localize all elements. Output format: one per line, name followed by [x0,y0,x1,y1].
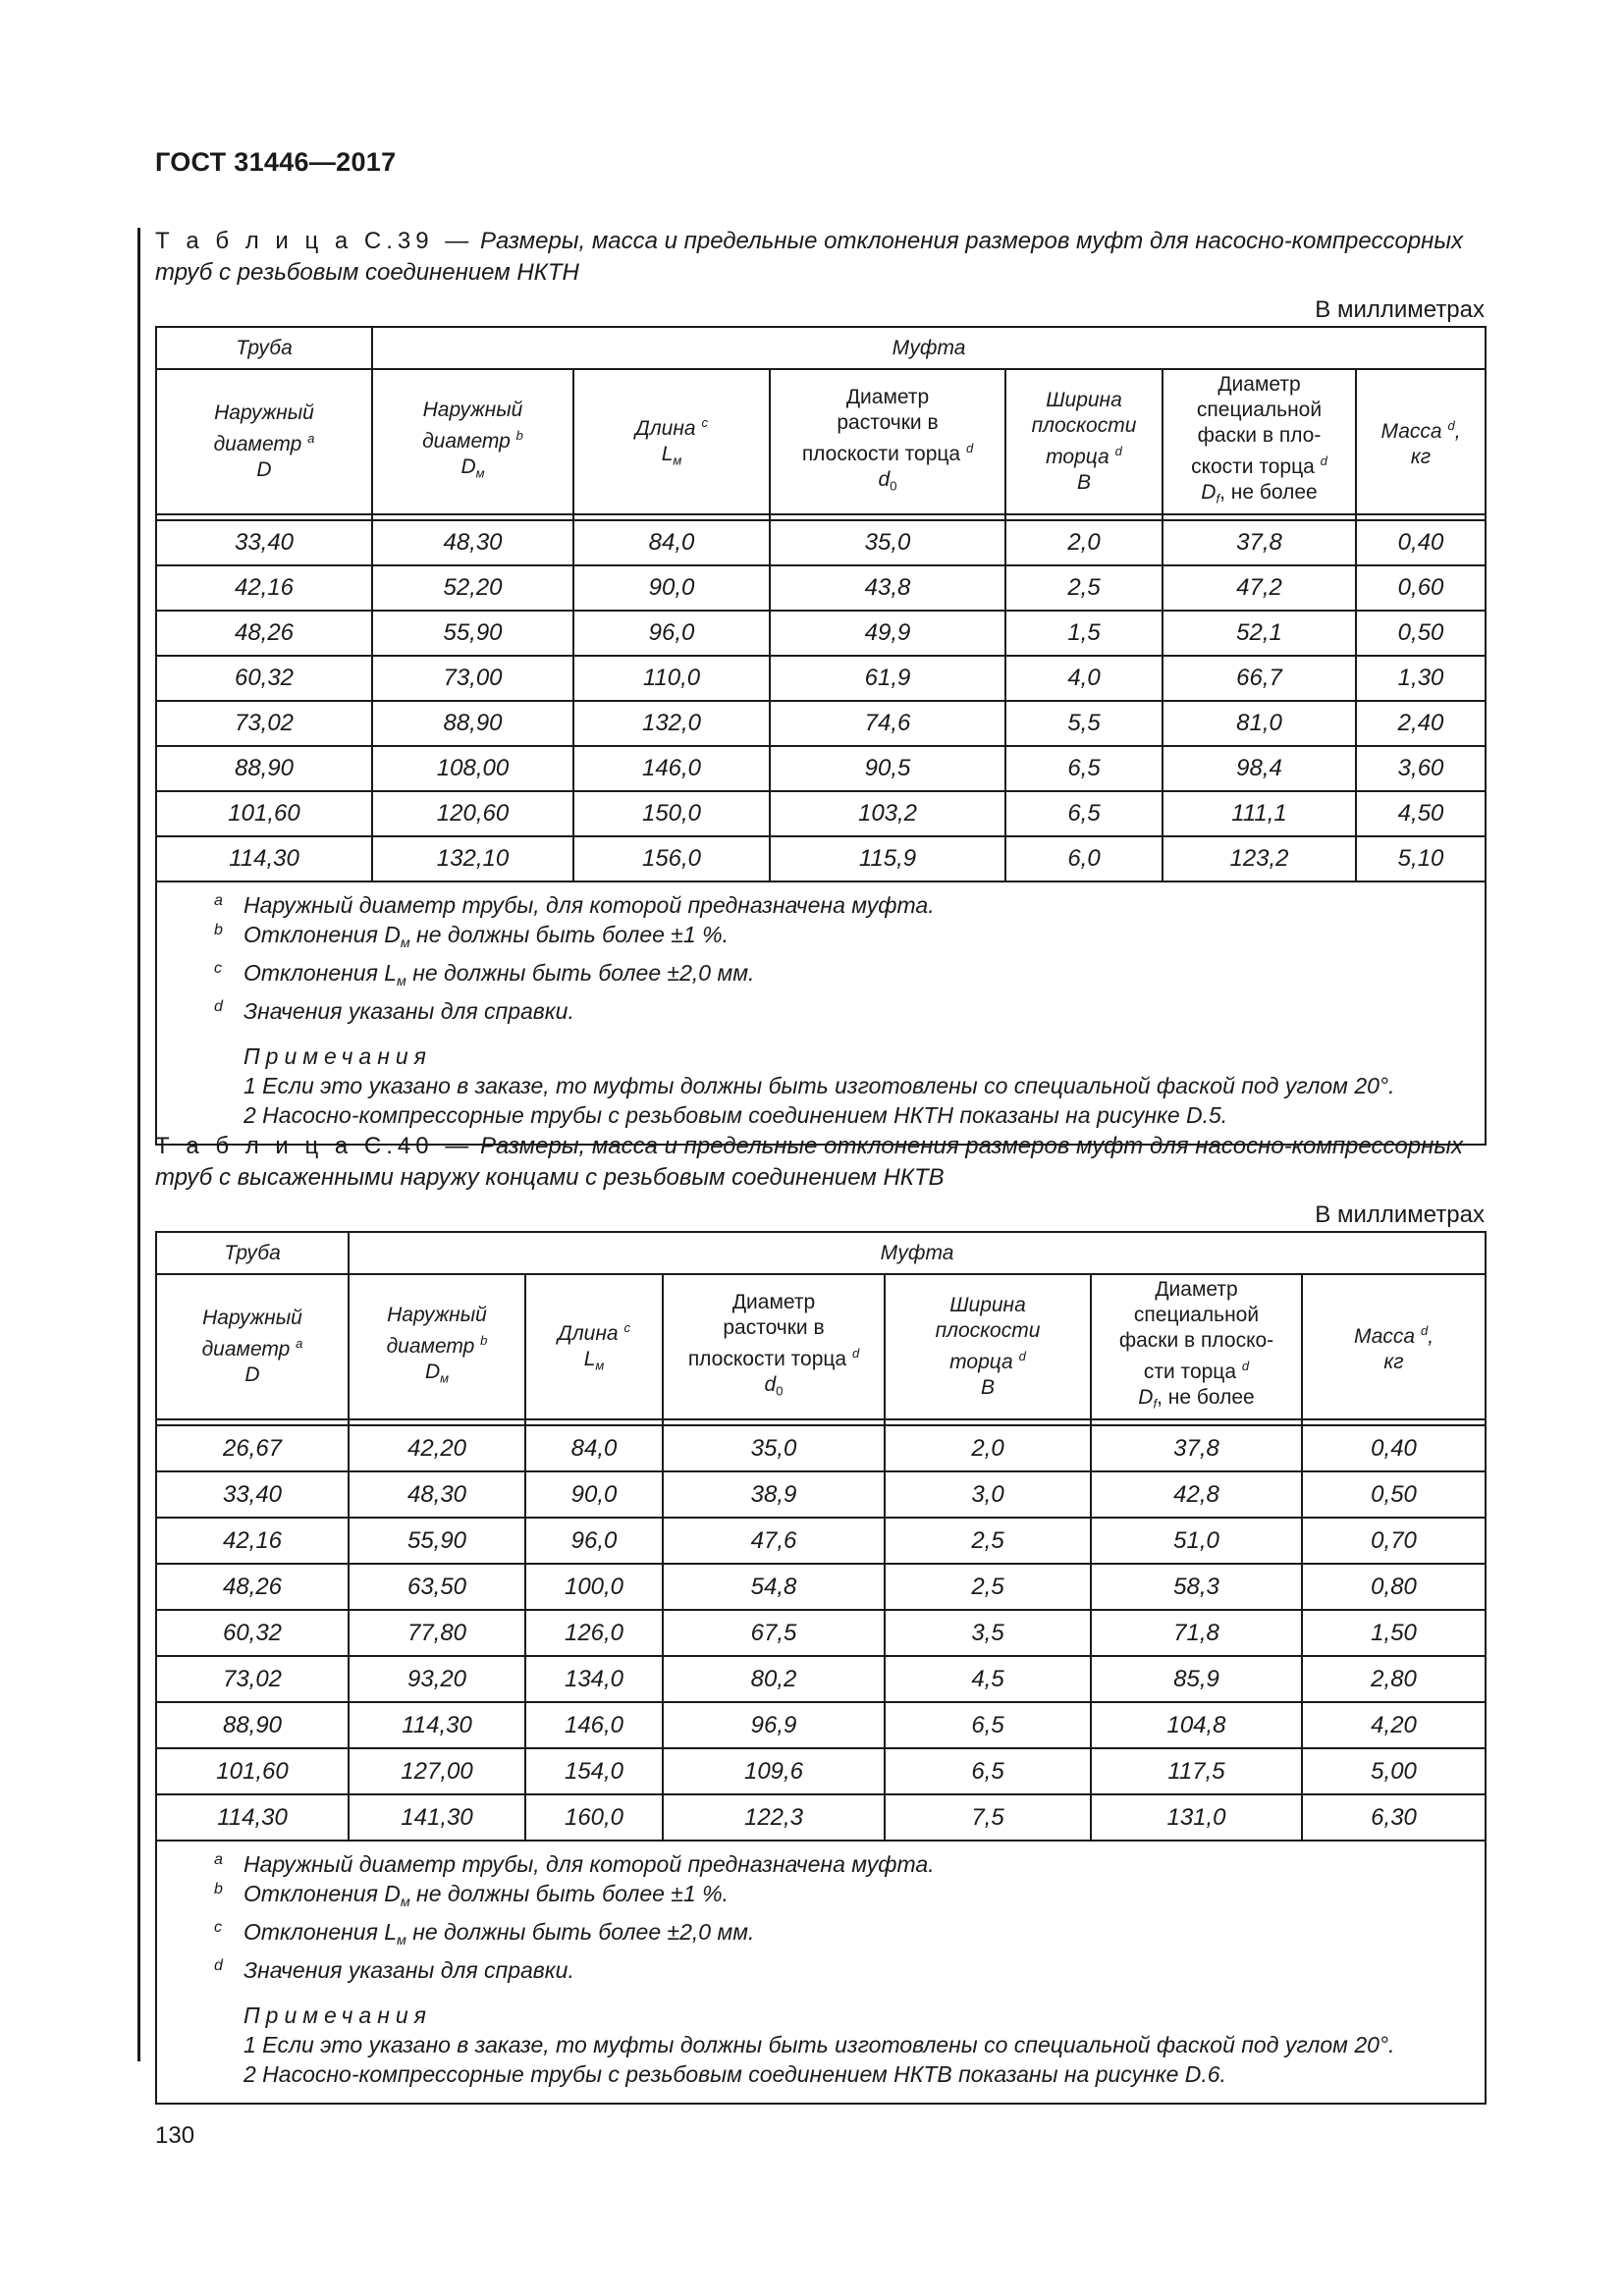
table-row: 48,26 63,50 100,0 54,8 2,5 58,3 0,80 [156,1564,1486,1610]
table-c40-section [155,1131,1485,2105]
table-c39-section [155,226,1485,1146]
col-length: Длина $^c$ $L_м$ [573,369,770,514]
margin-rule [137,228,140,2061]
table-notes [156,1841,1486,2104]
notes-title: Примечания [243,1042,432,1069]
table-caption: Т а б л и ц а С.39 — Размеры, масса и предельные отклонения размеров муфт для насосно-компрессорных труб с резьбовым соединением НКТН [155,228,1464,286]
note: 2 Насосно-компрессорные трубы с резьбовым соединением НКТН показаны на рисунке D.5. [243,1101,1228,1128]
table-row: 42,16 52,20 90,0 43,8 2,5 47,2 0,60 [156,565,1486,611]
table-row: 101,60 120,60 150,0 103,2 6,5 111,1 4,50 [156,791,1486,836]
table-notes [156,881,1486,1145]
note: 1 Если это указано в заказе, то муфты должны быть изготовлены со специальной фаской под углом 20°. [243,2031,1395,2057]
table-caption: Т а б л и ц а С.40 — Размеры, масса и предельные отклонения размеров муфт для насосно-компрессорных труб с высаженными наружу концами с резьбовым соединением НКТВ [155,1133,1464,1191]
footnote: c Отклонения $L_м$ не должны быть более ±2,0 мм. [214,1918,755,1949]
footnote: a Наружный диаметр трубы, для которой предназначена муфта. [214,892,935,918]
col-outer-diameter-pipe: Наружный диаметр $^a$ D [156,1274,349,1419]
table-row: 88,90 108,00 146,0 90,5 6,5 98,4 3,60 [156,746,1486,791]
group-pipe: Труба [156,1232,349,1274]
table-row: 114,30 141,30 160,0 122,3 7,5 131,0 6,30 [156,1794,1486,1841]
table-row: 60,32 73,00 110,0 61,9 4,0 66,7 1,30 [156,656,1486,701]
footnote: b Отклонения $D_м$ не должны быть более ±1 %. [214,1881,729,1910]
col-chamfer-diameter: Диаметр специальной фаски в пло- скости торца $^d$ $D_f$, не более [1163,369,1356,514]
data-table [155,1231,1487,2105]
table-row: 26,67 42,20 84,0 35,0 2,0 37,8 0,40 [156,1425,1486,1471]
table-row: 73,02 88,90 132,0 74,6 5,5 81,0 2,40 [156,701,1486,746]
note: 1 Если это указано в заказе, то муфты должны быть изготовлены со специальной фаской под углом 20°. [243,1072,1395,1098]
col-mass: Масса $^d$, кг [1356,369,1486,514]
col-outer-diameter-coupling: Наружный диаметр $^b$ $D_м$ [372,369,573,514]
note: 2 Насосно-компрессорные трубы с резьбовым соединением НКТВ показаны на рисунке D.6. [243,2060,1226,2087]
table-row: 73,02 93,20 134,0 80,2 4,5 85,9 2,80 [156,1656,1486,1702]
footnote: c Отклонения $L_м$ не должны быть более ±2,0 мм. [214,959,755,989]
table-row: 88,90 114,30 146,0 96,9 6,5 104,8 4,20 [156,1702,1486,1748]
group-pipe: Труба [156,327,372,369]
table-row: 101,60 127,00 154,0 109,6 6,5 117,5 5,00 [156,1748,1486,1794]
col-bore-diameter: Диаметр расточки в плоскости торца $^d$ $d_0$ [663,1274,885,1419]
data-table [155,326,1487,1146]
col-outer-diameter-pipe: Наружный диаметр $^a$ D [156,369,372,514]
col-face-width: Ширина плоскости торца $^d$ B [1005,369,1163,514]
units-label: В миллиметрах [1315,296,1485,323]
document-header: ГОСТ 31446—2017 [155,147,397,177]
col-bore-diameter: Диаметр расточки в плоскости торца $^d$ $d_0$ [770,369,1005,514]
table-row: 60,32 77,80 126,0 67,5 3,5 71,8 1,50 [156,1610,1486,1656]
notes-title: Примечания [243,2002,432,2028]
footnote: b Отклонения $D_м$ не должны быть более ±1 %. [214,922,729,951]
units-label: В миллиметрах [1315,1201,1485,1228]
table-row: 48,26 55,90 96,0 49,9 1,5 52,1 0,50 [156,611,1486,656]
group-coupling: Муфта [372,327,1486,369]
footnote: d Значения указаны для справки. [214,997,574,1024]
group-coupling: Муфта [349,1232,1486,1274]
col-mass: Масса $^d$, кг [1302,1274,1486,1419]
col-face-width: Ширина плоскости торца $^d$ B [885,1274,1091,1419]
table-row: 42,16 55,90 96,0 47,6 2,5 51,0 0,70 [156,1518,1486,1564]
table-row: 33,40 48,30 84,0 35,0 2,0 37,8 0,40 [156,520,1486,565]
table-row: 114,30 132,10 156,0 115,9 6,0 123,2 5,10 [156,836,1486,881]
page-number: 130 [155,2122,195,2149]
footnote: a Наружный диаметр трубы, для которой предназначена муфта. [214,1851,935,1877]
col-chamfer-diameter: Диаметр специальной фаски в плоско- сти торца $^d$ $D_f$, не более [1091,1274,1302,1419]
footnote: d Значения указаны для справки. [214,1956,574,1983]
col-outer-diameter-coupling: Наружный диаметр $^b$ $D_м$ [349,1274,525,1419]
col-length: Длина $^c$ $L_м$ [525,1274,663,1419]
table-row: 33,40 48,30 90,0 38,9 3,0 42,8 0,50 [156,1471,1486,1518]
